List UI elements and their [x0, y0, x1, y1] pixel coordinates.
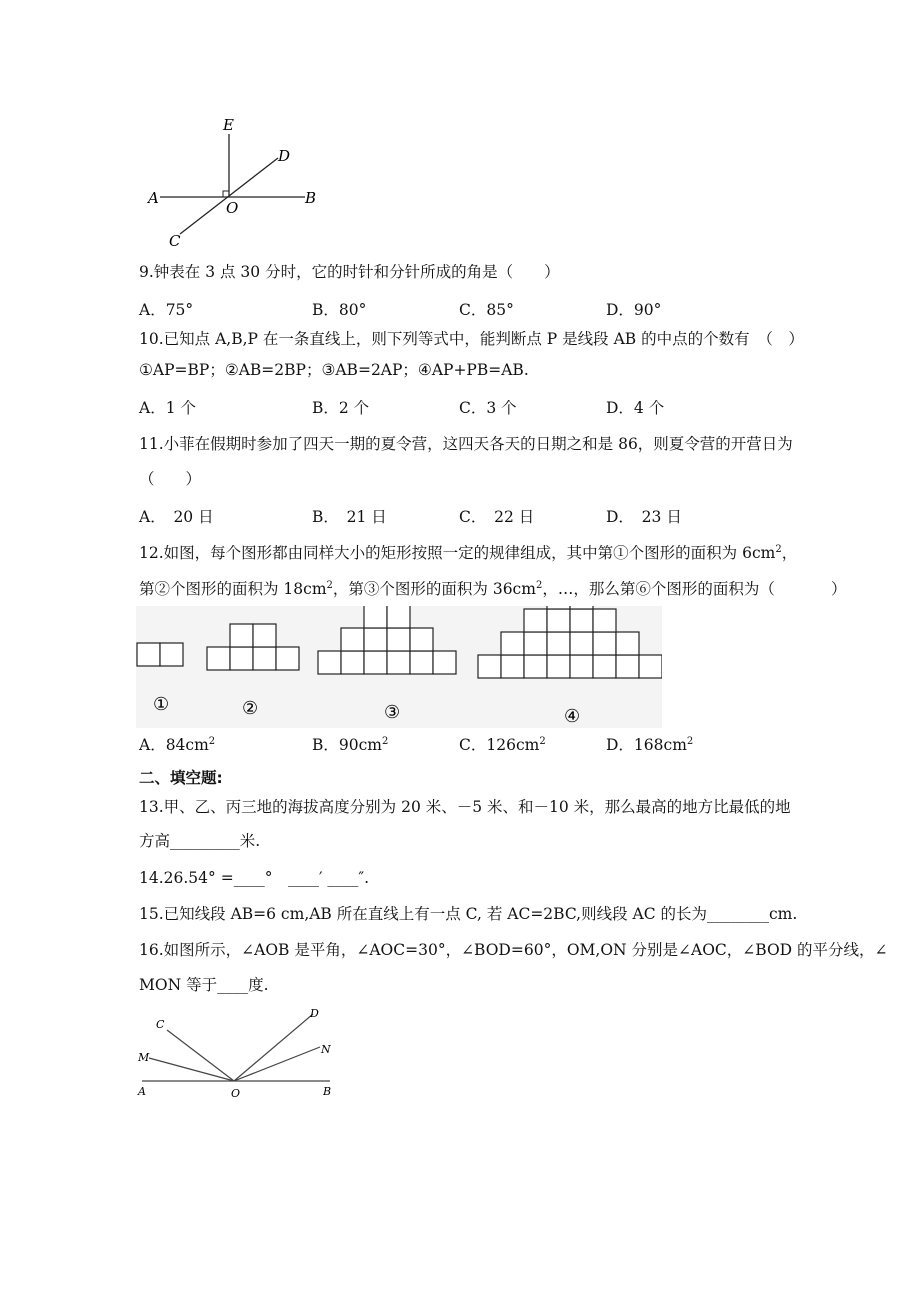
label-o: O: [226, 199, 239, 217]
section-title: 二、填空题:: [139, 769, 223, 787]
pattern-3-cell: [364, 651, 387, 674]
pattern-4-cell: [639, 655, 662, 678]
pattern-2-cell: [253, 647, 276, 670]
pattern-4-cell: [547, 632, 570, 655]
pattern-3-cell: [364, 628, 387, 651]
angle-bisector-figure: [136, 1002, 336, 1102]
pattern-4-cell: [547, 609, 570, 632]
q9-stem: 9.钟表在 3 点 30 分时，它的时针和分针所成的角是（ ）: [139, 263, 560, 281]
q16-line1: 16.如图所示，∠AOB 是平角，∠AOC=30°，∠BOD=60°，OM,ON 分别是∠AOC，∠BOD 的平分线，∠: [139, 941, 888, 959]
pattern-4-cell: [547, 606, 570, 609]
q15-text: 15.已知线段 AB=6 cm,AB 所在直线上有一点 C, 若 AC=2BC,则线段 AC 的长为________cm.: [139, 905, 798, 923]
label-d: D: [310, 1007, 319, 1020]
q12-option-c: [459, 735, 546, 755]
ray-om: [149, 1058, 234, 1081]
pattern-3-cell: [433, 651, 456, 674]
q11-stem: 11.小菲在假期时参加了四天一期的夏令营，这四天各天的日期之和是 86，则夏令营的开营日为: [139, 435, 793, 453]
q12-line2-text-c: ，…，那么第⑥个图形的面积为（: [542, 580, 775, 598]
pattern-4-cell: [570, 655, 593, 678]
pattern-3-cell: [387, 651, 410, 674]
q12-option-b: [312, 735, 388, 755]
pattern-4-cell: [524, 655, 547, 678]
q12-line1-text: 12.如图，每个图形都由同样大小的矩形按照一定的规律组成，其中第①个图形的面积为 6cm: [139, 544, 776, 562]
q12-option-d: [606, 735, 693, 755]
q12-line1-end: ，: [781, 544, 798, 562]
pattern-4-cell: [570, 606, 593, 609]
q12-line2: [139, 579, 775, 599]
label-o: O: [231, 1087, 241, 1100]
q9-option-a: A．75°: [139, 301, 194, 319]
label-a: A: [138, 1085, 146, 1098]
q12-option-c-text: C．126cm: [459, 736, 540, 754]
q12-sup: 2: [686, 735, 694, 747]
label-b: B: [323, 1085, 332, 1098]
q10-option-d: D．4 个: [606, 399, 665, 417]
ray-on: [234, 1047, 320, 1081]
pattern-label-3: ③: [384, 702, 401, 723]
q16-line2: MON 等于____度.: [139, 976, 269, 994]
label-a: A: [148, 189, 159, 207]
pattern-4-cell: [616, 632, 639, 655]
label-m: M: [138, 1051, 150, 1064]
pattern-3-cell: [364, 606, 387, 628]
pattern-4-cell: [570, 609, 593, 632]
pattern-4-cell: [593, 632, 616, 655]
label-d: D: [278, 147, 291, 165]
pattern-label-1: ①: [153, 694, 170, 715]
pattern-4-cell: [501, 632, 524, 655]
q9-option-c: C．85°: [459, 301, 514, 319]
q12-sup: 2: [535, 579, 543, 591]
q10-option-a: A．1 个: [139, 399, 196, 417]
q12-option-a: [139, 735, 215, 755]
q11-paren: （ ）: [139, 470, 202, 488]
q13-line1: 13.甲、乙、丙三地的海拔高度分别为 20 米、－5 米、和－10 米，那么最高的地方比最低的地: [139, 798, 791, 816]
pattern-4-cell: [478, 655, 501, 678]
label-e: E: [223, 116, 234, 134]
q13-line2: 方高_________米.: [139, 832, 261, 850]
q11-option-c: C． 22 日: [459, 508, 535, 526]
pattern-3-cell: [387, 628, 410, 651]
pattern-3-cell: [341, 651, 364, 674]
ray-oc: [167, 1030, 234, 1081]
pattern-3-cell: [410, 651, 433, 674]
pattern-4-cell: [524, 609, 547, 632]
label-c: C: [156, 1018, 165, 1031]
pattern-4-cell: [501, 655, 524, 678]
pattern-2-cell: [230, 624, 253, 647]
pattern-4-cell: [616, 655, 639, 678]
label-b: B: [305, 189, 317, 207]
pattern-3-cell: [410, 628, 433, 651]
ray-od: [234, 1014, 313, 1081]
pattern-1-cell: [137, 643, 160, 666]
pattern-4-cell: [593, 655, 616, 678]
q12-option-d-text: D．168cm: [606, 736, 687, 754]
q10-sub: ①AP=BP；②AB=2BP；③AB=2AP；④AP+PB=AB.: [139, 361, 529, 379]
q12-option-a-text: A．84cm: [139, 736, 209, 754]
pattern-3-cell: [341, 628, 364, 651]
pattern-2-cell: [253, 624, 276, 647]
q12-line2-text-a: 第②个图形的面积为 18cm: [139, 580, 327, 598]
q12-sup: 2: [326, 579, 333, 591]
q9-option-d: D．90°: [606, 301, 662, 319]
q12-sup: 2: [382, 735, 389, 747]
q11-option-a: A． 20 日: [139, 508, 214, 526]
pattern-2-cell: [276, 647, 299, 670]
pattern-3-cell: [318, 651, 341, 674]
label-n: N: [321, 1043, 331, 1056]
q10-stem: 10.已知点 A,B,P 在一条直线上，则下列等式中，能判断点 P 是线段 AB 的中点的个数有 （ ）: [139, 330, 804, 348]
q9-option-b: B．80°: [312, 301, 367, 319]
q12-line2-text-b: ，第③个图形的面积为 36cm: [332, 580, 536, 598]
pattern-4-cell: [524, 632, 547, 655]
pattern-1-cell: [160, 643, 183, 666]
q14-text: 14.26.54° =____° ____′ ____″.: [139, 869, 370, 887]
pattern-4-cell: [570, 632, 593, 655]
pattern-2-cell: [230, 647, 253, 670]
q12-sup: 2: [208, 735, 216, 747]
pattern-4-cell: [593, 609, 616, 632]
label-c: C: [169, 232, 181, 250]
q12-close-paren: ）: [831, 580, 847, 598]
rectangle-pattern-figure: [136, 606, 662, 728]
q11-option-d: D． 23 日: [606, 508, 682, 526]
pattern-label-2: ②: [242, 698, 259, 719]
q12-sup: 2: [775, 543, 782, 555]
q10-option-c: C．3 个: [459, 399, 517, 417]
pattern-3-cell: [387, 606, 410, 628]
q12-sup: 2: [539, 735, 546, 747]
pattern-4-cell: [547, 655, 570, 678]
q11-option-b: B． 21 日: [312, 508, 387, 526]
q12-line1: [139, 543, 797, 563]
intersecting-lines-figure: [140, 112, 340, 254]
q12-option-b-text: B．90cm: [312, 736, 382, 754]
pattern-2-cell: [207, 647, 230, 670]
q10-option-b: B．2 个: [312, 399, 370, 417]
pattern-label-4: ④: [564, 706, 581, 727]
